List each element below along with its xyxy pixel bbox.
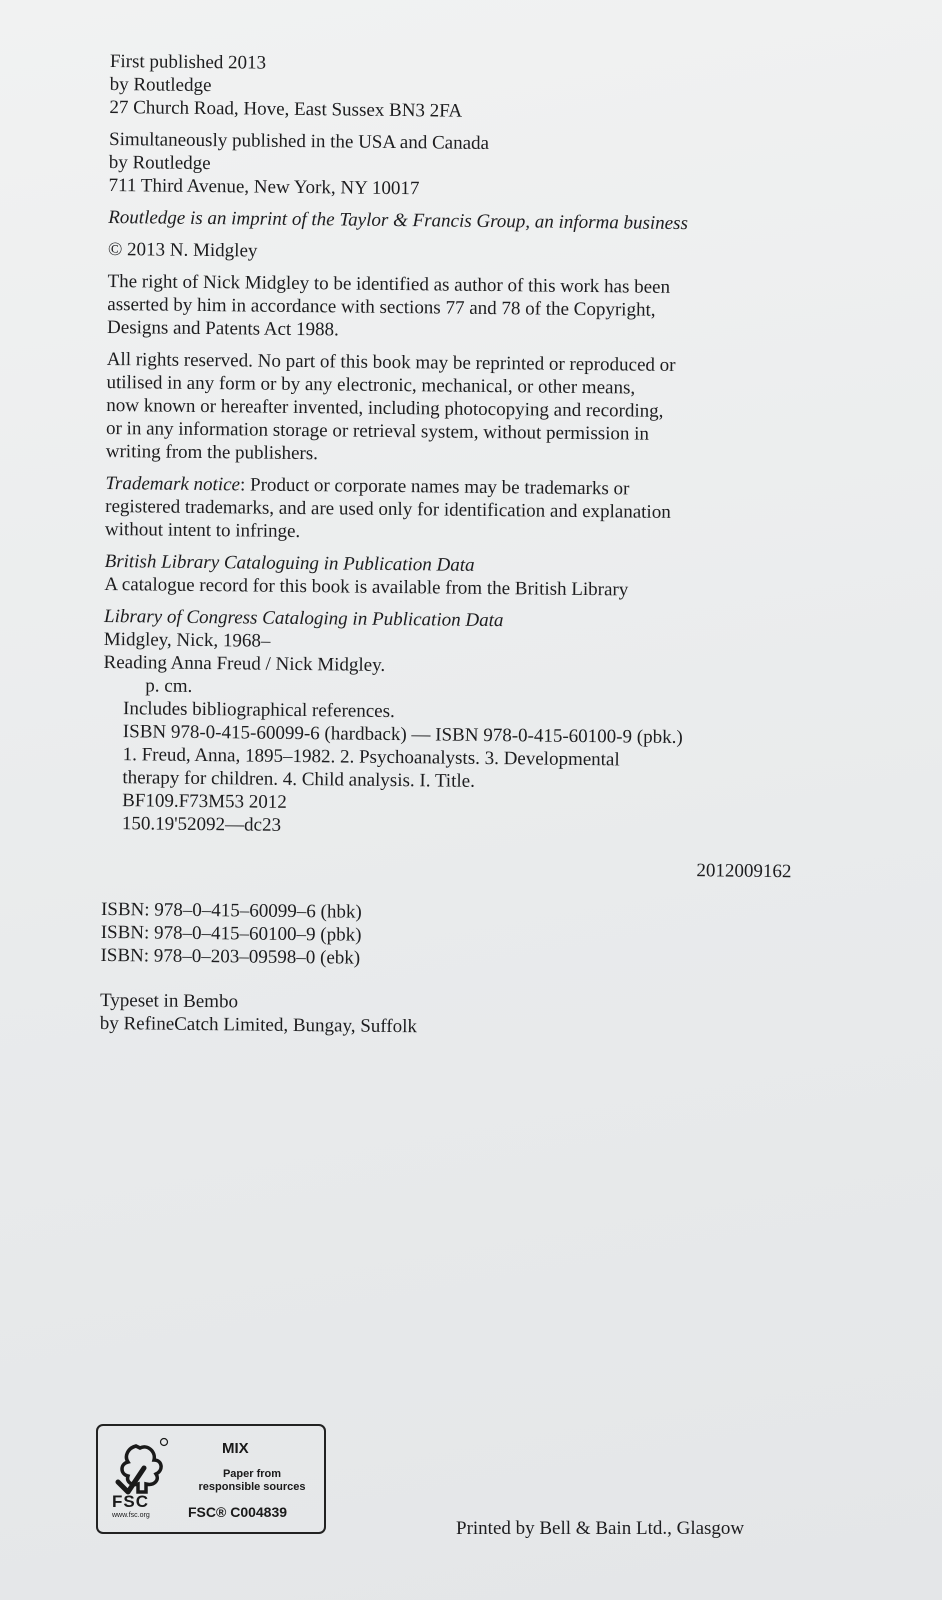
fsc-mix: MIX: [222, 1440, 249, 1457]
moral-rights-line-3: Designs and Patents Act 1988.: [106, 316, 339, 341]
typeset-block: [100, 989, 820, 1043]
moral-rights-block: [107, 270, 828, 347]
trademark-block: [105, 472, 826, 549]
rights-line-5: writing from the publishers.: [105, 440, 319, 465]
usa-line-2: by Routledge: [108, 151, 211, 175]
typeset-line-2: by RefineCatch Limited, Bungay, Suffolk: [99, 1012, 418, 1038]
rights-line-4: or in any information storage or retrieval system, without permission in: [105, 417, 650, 445]
fsc-label: [96, 1424, 326, 1534]
moral-rights-line-2: asserted by him in accordance with sections 77 and 78 of the Copyright,: [107, 293, 656, 321]
british-library-heading: British Library Cataloguing in Publication Data: [104, 550, 475, 576]
usa-publication-block: [108, 128, 829, 205]
first-published-line: First published 2013: [109, 50, 267, 74]
isbn-pbk: ISBN: 978–0–415–60100–9 (pbk): [100, 921, 362, 946]
fsc-paper-line-1: Paper from: [222, 1468, 282, 1480]
loc-heading: Library of Congress Cataloging in Publication Data: [103, 605, 504, 632]
trademark-line-3: without intent to infringe.: [104, 518, 301, 543]
loc-includes: Includes bibliographical references.: [122, 698, 395, 723]
uk-address-line: 27 Church Road, Hove, East Sussex BN3 2FA: [109, 96, 463, 122]
rights-line-3: now known or hereafter invented, including photocopying and recording,: [106, 394, 664, 422]
fsc-paper-line-2: responsible sources: [198, 1481, 306, 1493]
fsc-code: FSC® C004839: [188, 1504, 288, 1520]
trademark-line-2: registered trademarks, and are used only for identification and explanation: [105, 495, 671, 523]
imprint-note-block: [108, 206, 828, 237]
loc-lccn: 2012009162: [696, 860, 792, 883]
moral-rights-line-1: The right of Nick Midgley to be identified as author of this work has been: [107, 270, 671, 298]
imprint-text-block: [100, 50, 830, 1051]
publisher-line: by Routledge: [109, 73, 212, 97]
copyright-line: © 2013 N. Midgley: [107, 238, 258, 262]
british-library-text: A catalogue record for this book is available from the British Library: [104, 573, 629, 601]
fsc-paper-text: [186, 1468, 318, 1494]
loc-author: Midgley, Nick, 1968–: [103, 628, 271, 652]
loc-cip-block: [101, 605, 824, 884]
isbn-block: [100, 898, 821, 975]
show-through-watermark: [495, 1430, 695, 1490]
loc-isbn-line: ISBN 978-0-415-60099-6 (hardback) — ISBN 978-0-415-60100-9 (pbk.): [122, 721, 683, 749]
typeset-line-1: Typeset in Bembo: [99, 989, 239, 1013]
printed-by: Printed by Bell & Bain Ltd., Glasgow: [456, 1518, 745, 1539]
trademark-line-1-text: : Product or corporate names may be trademarks or: [239, 474, 630, 500]
publication-block: [109, 50, 830, 127]
isbn-hbk: ISBN: 978–0–415–60099–6 (hbk): [100, 898, 362, 923]
loc-dewey: 150.19'52092—dc23: [121, 813, 282, 836]
rights-line-1: All rights reserved. No part of this book may be reprinted or reproduced or: [106, 348, 676, 376]
usa-line-3: 711 Third Avenue, New York, NY 10017: [108, 174, 420, 200]
isbn-ebk: ISBN: 978–0–203–09598–0 (ebk): [100, 944, 361, 969]
fsc-logo-text: FSC: [112, 1492, 149, 1511]
usa-line-1: Simultaneously published in the USA and Canada: [108, 128, 490, 154]
british-library-block: [104, 550, 824, 604]
trademark-label: Trademark notice: [105, 472, 241, 496]
fsc-url: www.fsc.org: [112, 1512, 150, 1519]
loc-call-number: BF109.F73M53 2012: [122, 790, 287, 813]
rights-line-2: utilised in any form or by any electronic, mechanical, or other means,: [106, 371, 636, 399]
loc-pcm: p. cm.: [145, 675, 193, 697]
imprint-note: Routledge is an imprint of the Taylor & Francis Group, an informa business: [108, 206, 689, 235]
loc-subjects-line-2: therapy for children. 4. Child analysis. I. Title.: [122, 767, 475, 792]
loc-title: Reading Anna Freud / Nick Midgley.: [103, 651, 386, 676]
loc-subjects-line-1: 1. Freud, Anna, 1895–1982. 2. Psychoanalysts. 3. Developmental: [122, 744, 620, 771]
rights-reserved-block: [106, 348, 827, 471]
copyright-block: [108, 238, 828, 269]
